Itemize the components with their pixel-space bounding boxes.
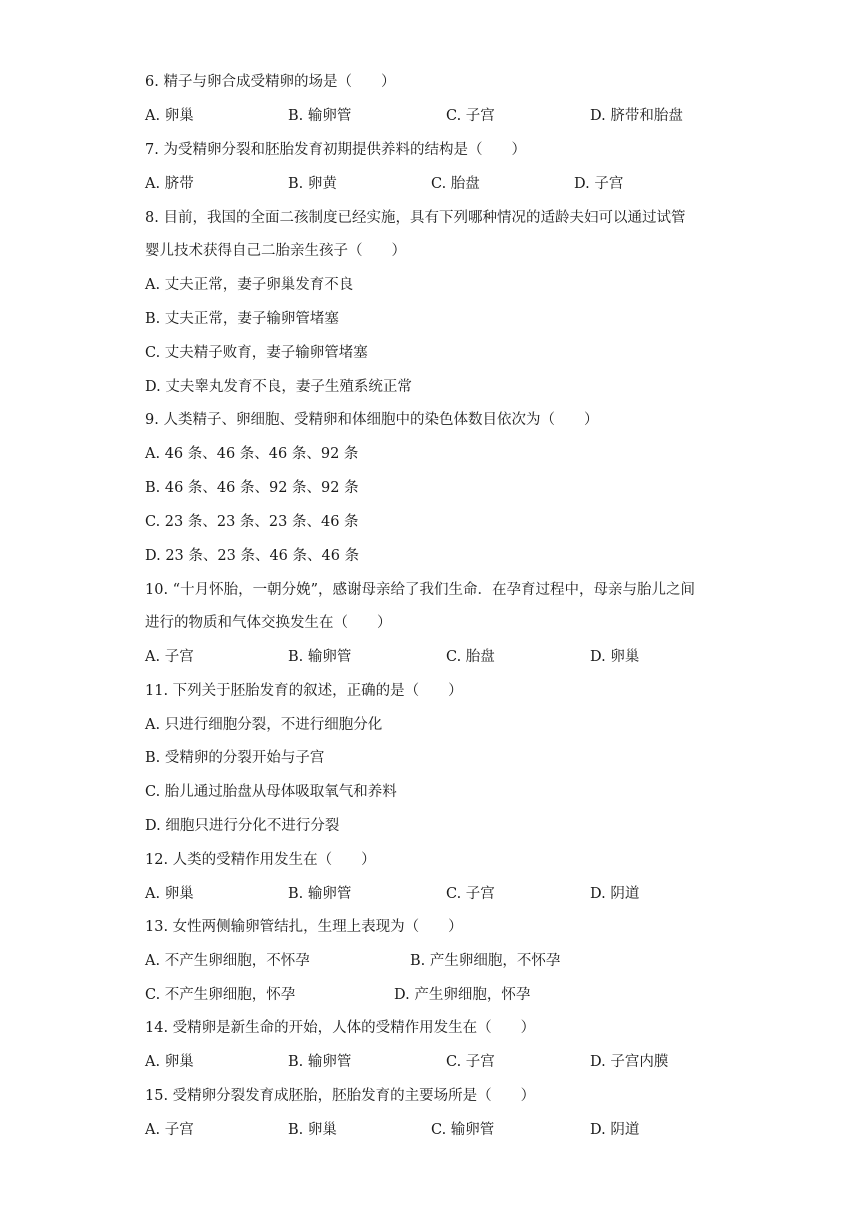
- question-14-option-c: C. 子宫: [446, 1054, 495, 1070]
- question-8-stem-line-1: 8. 目前，我国的全面二孩制度已经实施，具有下列哪种情况的适龄夫妇可以通过试管: [145, 210, 686, 226]
- question-15-option-b: B. 卵巢: [288, 1122, 337, 1138]
- question-11-option-d: D. 细胞只进行分化不进行分裂: [145, 818, 340, 834]
- question-8-option-b: B. 丈夫正常，妻子输卵管堵塞: [145, 311, 339, 327]
- question-12-option-c: C. 子宫: [446, 886, 495, 902]
- question-15-option-a: A. 子宫: [145, 1122, 194, 1138]
- question-11-option-a: A. 只进行细胞分裂，不进行细胞分化: [145, 717, 383, 733]
- question-10-option-c: C. 胎盘: [446, 649, 495, 665]
- question-7-option-c: C. 胎盘: [431, 176, 480, 192]
- question-14-option-d: D. 子宫内膜: [590, 1054, 669, 1070]
- question-13-option-a: A. 不产生卵细胞，不怀孕: [145, 953, 310, 969]
- question-6-option-c: C. 子宫: [446, 108, 495, 124]
- question-13-option-c: C. 不产生卵细胞，怀孕: [145, 987, 296, 1003]
- question-10-option-b: B. 输卵管: [288, 649, 352, 665]
- question-13-option-b: B. 产生卵细胞，不怀孕: [410, 953, 561, 969]
- question-6-option-d: D. 脐带和胎盘: [590, 108, 683, 124]
- question-8-option-c: C. 丈夫精子败育，妻子输卵管堵塞: [145, 345, 368, 361]
- question-10-option-d: D. 卵巢: [590, 649, 640, 665]
- question-15-stem: 15. 受精卵分裂发育成胚胎，胚胎发育的主要场所是（ ）: [145, 1088, 536, 1104]
- question-9-option-c: C. 23 条、23 条、23 条、46 条: [145, 514, 359, 530]
- question-7-stem: 7. 为受精卵分裂和胚胎发育初期提供养料的结构是（ ）: [145, 142, 526, 158]
- question-12-stem: 12. 人类的受精作用发生在（ ）: [145, 852, 376, 868]
- question-14-option-a: A. 卵巢: [145, 1054, 194, 1070]
- question-11-stem: 11. 下列关于胚胎发育的叙述，正确的是（ ）: [145, 683, 463, 699]
- question-11-option-b: B. 受精卵的分裂开始与子宫: [145, 750, 325, 766]
- question-12-option-a: A. 卵巢: [145, 886, 194, 902]
- question-8-option-a: A. 丈夫正常，妻子卵巢发育不良: [145, 277, 354, 293]
- question-6-option-a: A. 卵巢: [145, 108, 194, 124]
- question-12-option-b: B. 输卵管: [288, 886, 352, 902]
- question-12-option-d: D. 阴道: [590, 886, 640, 902]
- question-8-stem-line-2: 婴儿技术获得自己二胎亲生孩子（ ）: [145, 243, 406, 259]
- question-6-stem: 6. 精子与卵合成受精卵的场是（ ）: [145, 74, 396, 90]
- question-13-option-d: D. 产生卵细胞，怀孕: [394, 987, 531, 1003]
- question-9-option-b: B. 46 条、46 条、92 条、92 条: [145, 480, 359, 496]
- question-9-option-a: A. 46 条、46 条、46 条、92 条: [145, 446, 359, 462]
- question-15-option-d: D. 阴道: [590, 1122, 640, 1138]
- question-13-stem: 13. 女性两侧输卵管结扎，生理上表现为（ ）: [145, 919, 463, 935]
- question-6-option-b: B. 输卵管: [288, 108, 352, 124]
- question-9-option-d: D. 23 条、23 条、46 条、46 条: [145, 548, 360, 564]
- question-8-option-d: D. 丈夫睾丸发育不良，妻子生殖系统正常: [145, 379, 412, 395]
- question-7-option-b: B. 卵黄: [288, 176, 337, 192]
- question-14-option-b: B. 输卵管: [288, 1054, 352, 1070]
- question-14-stem: 14. 受精卵是新生命的开始，人体的受精作用发生在（ ）: [145, 1020, 536, 1036]
- question-7-option-a: A. 脐带: [145, 176, 194, 192]
- question-10-option-a: A. 子宫: [145, 649, 194, 665]
- question-11-option-c: C. 胎儿通过胎盘从母体吸取氧气和养料: [145, 784, 397, 800]
- question-7-option-d: D. 子宫: [574, 176, 624, 192]
- question-10-stem-line-1: 10. “十月怀胎，一朝分娩”，感谢母亲给了我们生命．在孕育过程中，母亲与胎儿之间: [145, 582, 695, 598]
- question-15-option-c: C. 输卵管: [431, 1122, 495, 1138]
- question-9-stem: 9. 人类精子、卵细胞、受精卵和体细胞中的染色体数目依次为（ ）: [145, 412, 599, 428]
- question-10-stem-line-2: 进行的物质和气体交换发生在（ ）: [145, 615, 392, 631]
